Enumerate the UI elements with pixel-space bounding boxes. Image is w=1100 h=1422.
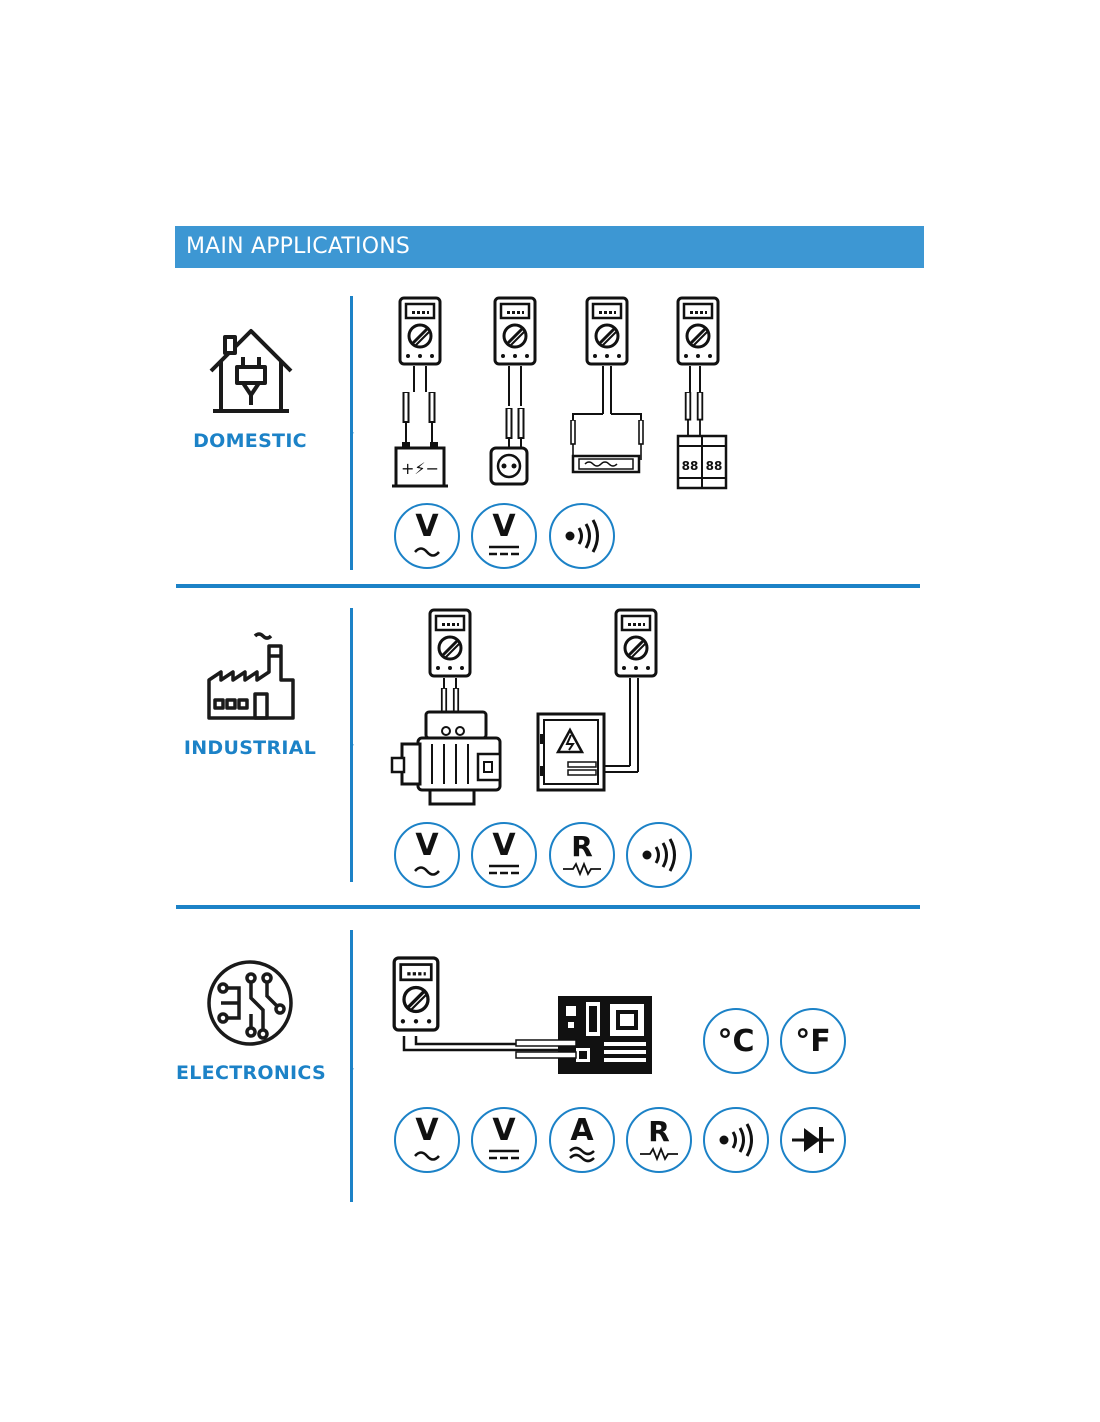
- svg-text:88: 88: [681, 459, 699, 473]
- svg-text:88: 88: [705, 459, 723, 473]
- multimeter-electrical-panel-icon: [532, 608, 662, 803]
- section-header: MAIN APPLICATIONS: [175, 226, 924, 268]
- continuity-icon: [703, 1107, 769, 1173]
- category-label-electronics: ELECTRONICS: [175, 1062, 326, 1084]
- ac-voltage-icon: V: [394, 1107, 460, 1173]
- multimeter-battery-icon: [390, 296, 450, 497]
- factory-icon: [205, 632, 297, 729]
- multimeter-breaker-icon: [672, 296, 732, 497]
- circuit-icon: [205, 958, 295, 1053]
- divider-notch: ›: [349, 737, 355, 753]
- house-plug-icon: [205, 325, 297, 422]
- continuity-icon: [549, 503, 615, 569]
- multimeter-socket-icon: [485, 296, 545, 497]
- section-divider: [176, 905, 920, 909]
- resistance-icon: R: [626, 1107, 692, 1173]
- dc-voltage-icon: V: [471, 822, 537, 888]
- divider-notch: ›: [349, 425, 355, 441]
- fahrenheit-icon: °F: [780, 1008, 846, 1074]
- dc-voltage-icon: V: [471, 1107, 537, 1173]
- multimeter-circuit-board-icon: [390, 952, 655, 1082]
- category-label-domestic: DOMESTIC: [193, 430, 307, 452]
- section-divider: [176, 584, 920, 588]
- divider-notch: ›: [349, 1061, 355, 1077]
- celsius-icon: °C: [703, 1008, 769, 1074]
- continuity-icon: [626, 822, 692, 888]
- diode-icon: [780, 1107, 846, 1173]
- ac-current-icon: A: [549, 1107, 615, 1173]
- dc-voltage-icon: V: [471, 503, 537, 569]
- multimeter-fuse-icon: [565, 296, 655, 497]
- svg-text:+⚡−: +⚡−: [400, 459, 440, 478]
- category-label-industrial: INDUSTRIAL: [183, 737, 317, 759]
- ac-voltage-icon: V: [394, 822, 460, 888]
- multimeter-motor-icon: [390, 608, 520, 813]
- ac-voltage-icon: V: [394, 503, 460, 569]
- resistance-icon: R: [549, 822, 615, 888]
